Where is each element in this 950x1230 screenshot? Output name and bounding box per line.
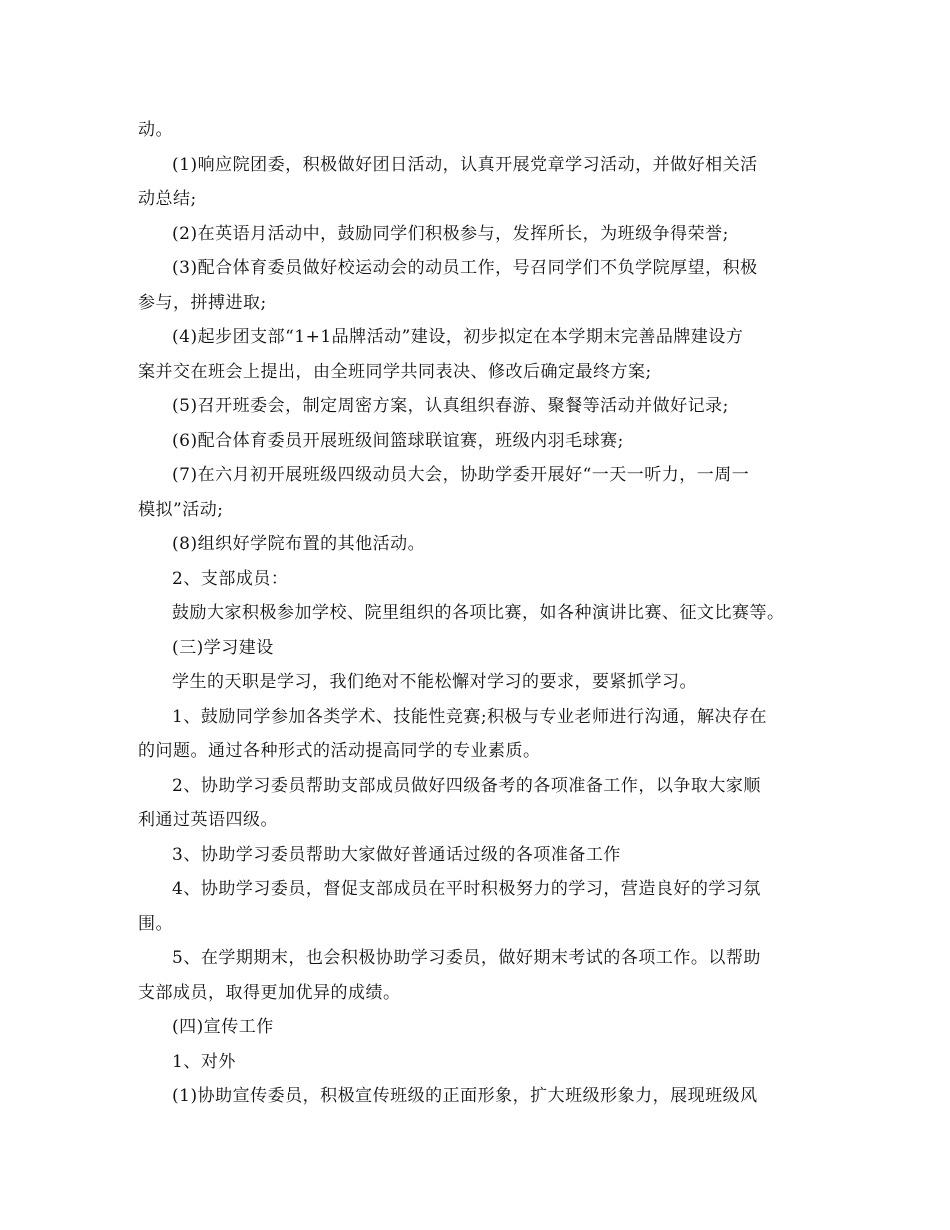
text-line: (4)起步团支部“1+1品牌活动”建设，初步拟定在本学期末完善品牌建设方	[172, 327, 744, 347]
text-line: (7)在六月初开展班级四级动员大会，协助学委开展好“一天一听力，一周一	[172, 465, 750, 485]
text-line: (8)组织好学院布置的其他活动。	[172, 534, 426, 554]
text-line: 参与，拼搏进取;	[138, 292, 267, 313]
text-line: 1、对外	[172, 1051, 236, 1072]
text-line: 2、支部成员：	[172, 568, 289, 589]
text-line: (2)在英语月活动中，鼓励同学们积极参与，发挥所长，为班级争得荣誉;	[172, 223, 729, 244]
text-line: 动总结;	[138, 189, 197, 209]
text-line: 鼓励大家积极参加学校、院里组织的各项比赛，如各种演讲比赛、征文比赛等。	[172, 603, 785, 623]
text-line: (三)学习建设	[172, 637, 274, 658]
text-line: (6)配合体育委员开展班级间篮球联谊赛，班级内羽毛球赛;	[172, 430, 624, 451]
text-line: (1)响应院团委，积极做好团日活动，认真开展党章学习活动，并做好相关活	[172, 154, 758, 175]
text-line: (3)配合体育委员做好校运动会的动员工作，号召同学们不负学院厚望，积极	[172, 258, 758, 278]
text-line: 案并交在班会上提出，由全班同学共同表决、修改后确定最终方案;	[138, 361, 652, 382]
text-line: (1)协助宣传委员，积极宣传班级的正面形象，扩大班级形象力，展现班级风	[172, 1086, 758, 1106]
document-body	[138, 113, 828, 1114]
text-line: 学生的天职是学习，我们绝对不能松懈对学习的要求，要紧抓学习。	[172, 672, 697, 692]
text-line: 利通过英语四级。	[138, 810, 278, 830]
text-line: 模拟”活动;	[138, 499, 224, 520]
text-line: 4、协助学习委员，督促支部成员在平时积极努力的学习，营造良好的学习氛	[172, 879, 761, 899]
text-line: 支部成员，取得更加优异的成绩。	[138, 982, 401, 1003]
text-line: (5)召开班委会，制定周密方案，认真组织春游、聚餐等活动并做好记录;	[172, 396, 729, 416]
text-line: 2、协助学习委员帮助支部成员做好四级备考的各项准备工作，以争取大家顺	[172, 775, 761, 796]
text-line: 的问题。通过各种形式的活动提高同学的专业素质。	[138, 741, 541, 761]
text-line: 5、在学期期末，也会积极协助学习委员，做好期末考试的各项工作。以帮助	[172, 948, 761, 968]
text-line: 1、鼓励同学参加各类学术、技能性竞赛;积极与专业老师进行沟通，解决存在	[172, 706, 768, 727]
text-line: 围。	[138, 913, 173, 934]
text-line: 3、协助学习委员帮助大家做好普通话过级的各项准备工作	[172, 844, 621, 865]
text-line: (四)宣传工作	[172, 1017, 274, 1037]
text-line: 动。	[138, 120, 173, 140]
